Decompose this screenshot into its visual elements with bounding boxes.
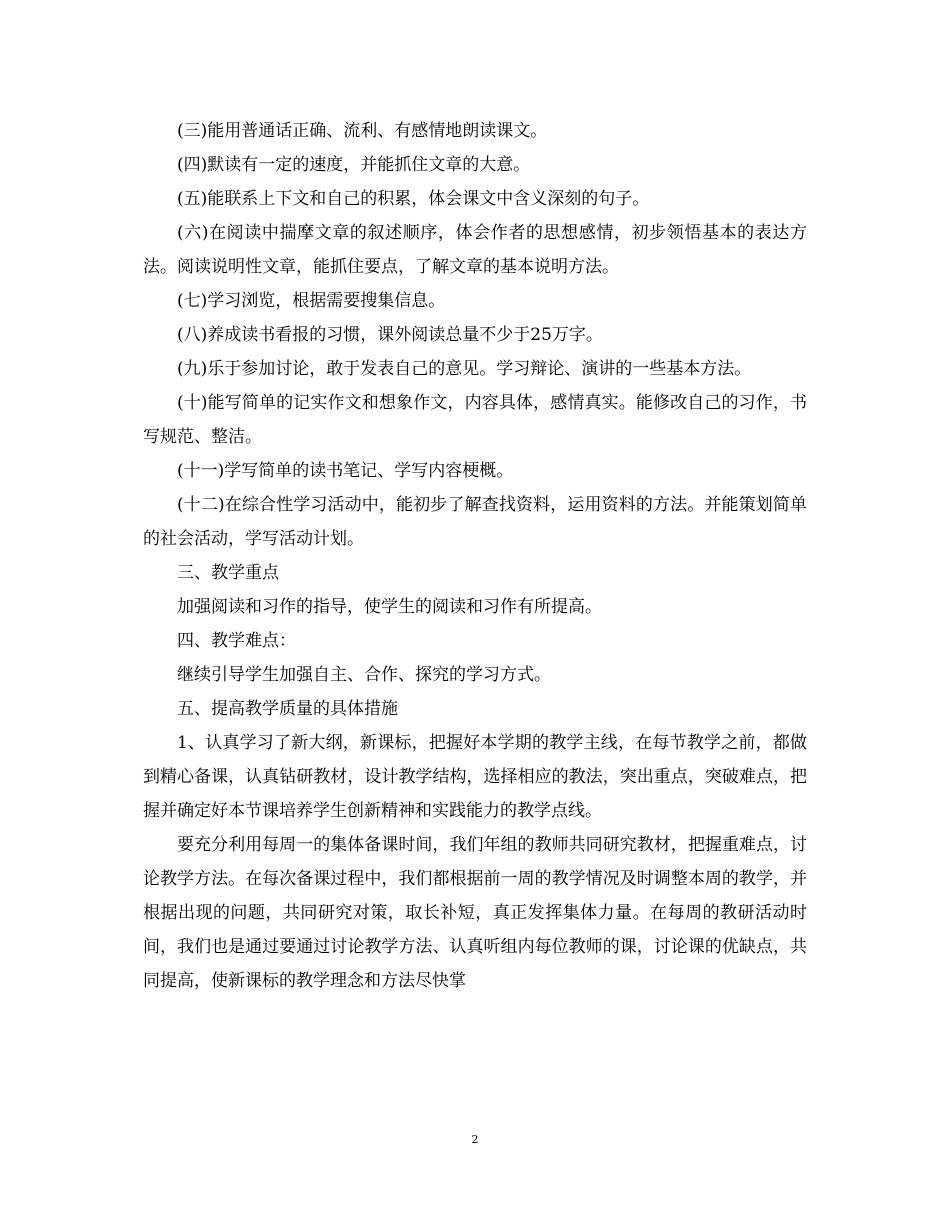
paragraph-discussion: (九)乐于参加讨论，敢于发表自己的意见。学习辩论、演讲的一些基本方法。 [177,359,752,379]
paragraph-writing: (十)能写简单的记实作文和想象作文，内容具体，感情真实。能修改自己的习作，书写规范、整洁。 [143,393,807,447]
document-body [143,114,807,998]
paragraph-reading-aloud: (三)能用普通话正确、流利、有感情地朗读课文。 [177,121,548,141]
paragraph-measure-1: 1、认真学习了新大纲，新课标，把握好本学期的教学主线，在每节教学之前，都做到精心备课，认真钻研教材，设计教学结构，选择相应的教法，突出重点，突破难点，把握并确定好本节课培养学生创新精神和实践能力的教学点线。 [143,733,807,821]
paragraph-reading-habit: (八)养成读书看报的习惯，课外阅读总量不少于25万字。 [177,325,603,345]
page-number: 2 [471,1133,479,1146]
paragraph-narrative-order: (六)在阅读中揣摩文章的叙述顺序，体会作者的思想感情，初步领悟基本的表达方法。阅读说明性文章，能抓住要点，了解文章的基本说明方法。 [143,223,807,277]
section-heading-measures: 五、提高教学质量的具体措施 [177,699,398,719]
paragraph-context-understanding: (五)能联系上下文和自己的积累，体会课文中含义深刻的句子。 [177,189,650,209]
paragraph-collective-preparation: 要充分利用每周一的集体备课时间，我们年组的教师共同研究教材，把握重难点，讨论教学方法。在每次备课过程中，我们都根据前一周的教学情况及时调整本周的教学，并根据出现的问题，共同研究对策，取长补短，真正发挥集体力量。在每周的教研活动时间，我们也是通过要通过讨论教学方法、认真听组内每位教师的课，讨论课的优缺点，共同提高，使新课标的教学理念和方法尽快掌 [143,835,807,991]
section-heading-teaching-difficulty: 四、教学难点： [177,631,296,651]
paragraph-teaching-focus: 加强阅读和习作的指导，使学生的阅读和习作有所提高。 [177,597,602,617]
paragraph-silent-reading: (四)默读有一定的速度，并能抓住文章的大意。 [177,155,531,175]
section-heading-teaching-focus: 三、教学重点 [177,563,279,583]
paragraph-browsing: (七)学习浏览，根据需要搜集信息。 [177,291,446,311]
paragraph-reading-notes: (十一)学写简单的读书笔记、学写内容梗概。 [177,461,514,481]
paragraph-comprehensive-learning: (十二)在综合性学习活动中，能初步了解查找资料，运用资料的方法。并能策划简单的社会活动，学写活动计划。 [143,495,807,549]
paragraph-teaching-difficulty: 继续引导学生加强自主、合作、探究的学习方式。 [177,665,551,685]
